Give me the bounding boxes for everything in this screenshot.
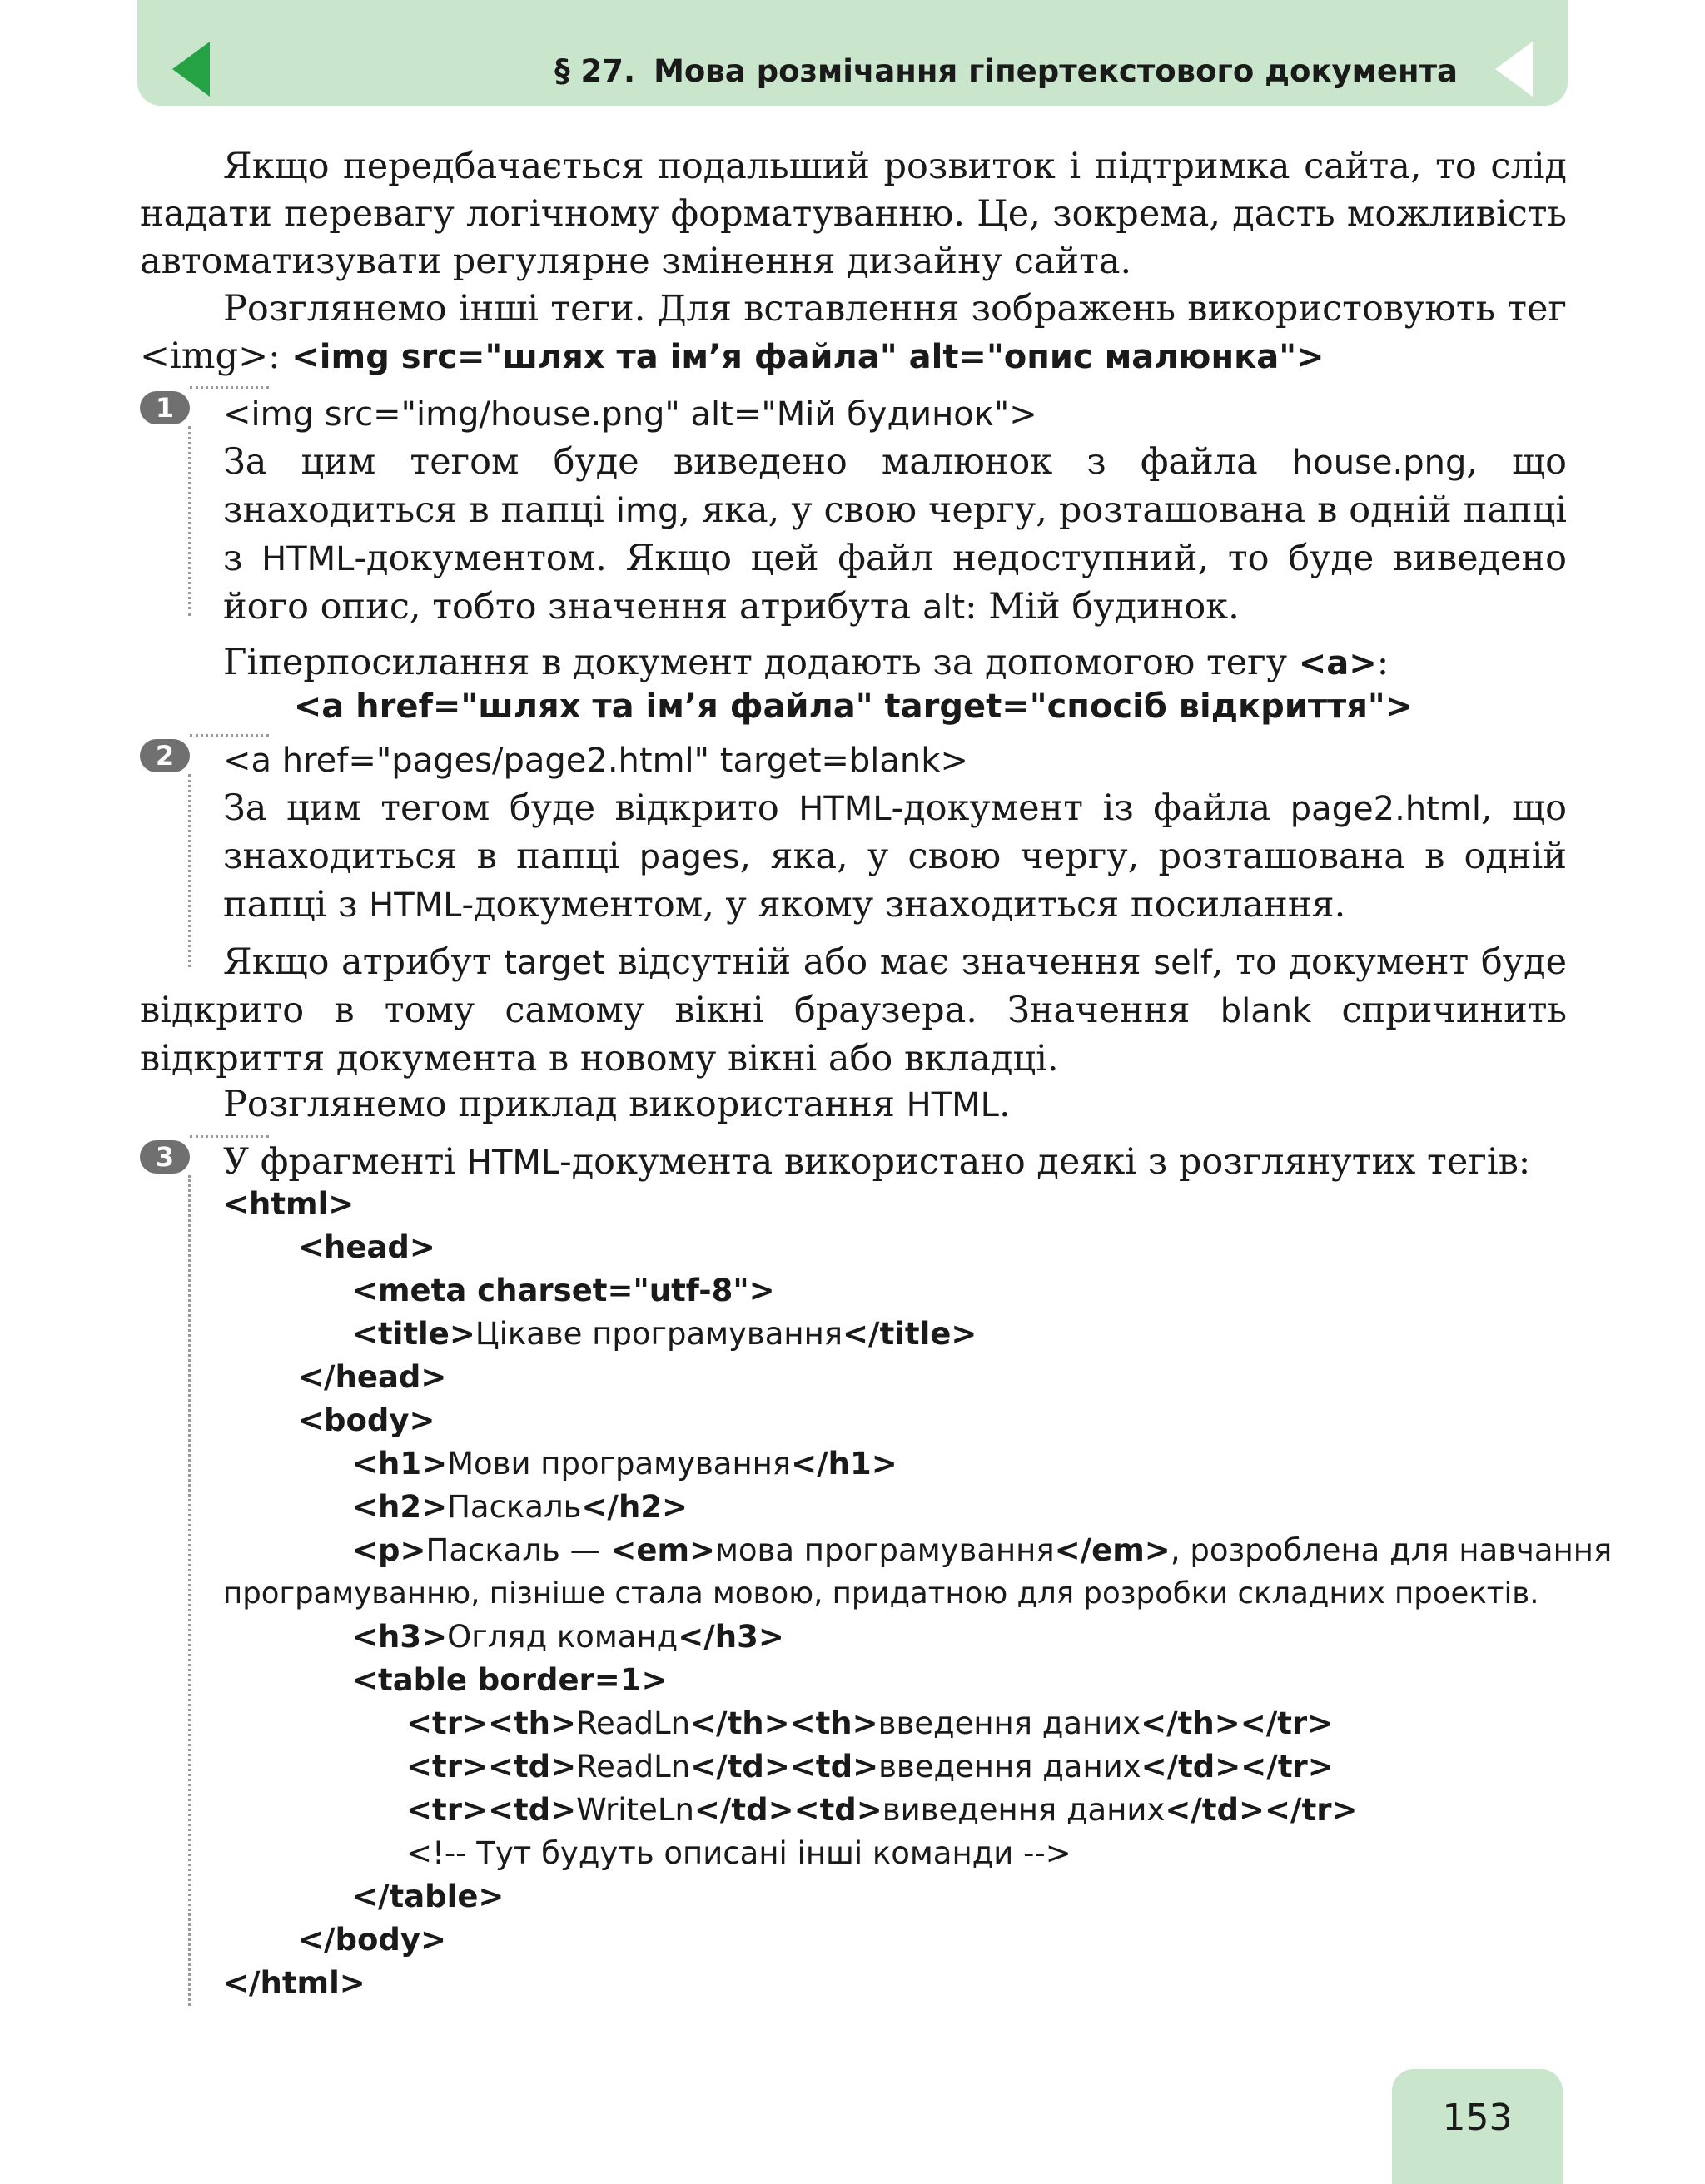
example-2-top-rule <box>190 734 269 737</box>
example-3-intro: У фрагменті HTML-документа використано деякі з розглянутих тегів: <box>223 1141 1531 1183</box>
example-2-explanation: За цим тегом буде відкрито HTML-документ із файла page2.html, що знаходиться в папці pages, яка, у свою чергу, розташована в одній папці з HTML-документом, у якому знаходиться посилання. <box>223 787 1568 926</box>
section-title: Мова розмічання гіпертекстового документа <box>654 53 1458 89</box>
example-3-top-rule <box>190 1135 269 1138</box>
html-code-listing: <html> <head> <meta charset="utf-8"> <title>Цікаве програмування</title> </head> <body> <h1>Мови програмування</h1> <h2>Паскаль</h2> <p>Паскаль — <em>мова програмування</em>, розроблена для навчання програмуванню, пізніше стала мовою, придатною для розробки складних проектів. <h3>Огляд команд</h3> <table border=1> <tr><th>ReadLn</th><th>введення даних</th></tr> <tr><td>ReadLn</td><td>введення даних</td></tr> <tr><td>WriteLn</td><td>виведення даних</td></tr> <!-- Тут будуть описані інші команди --> </table> </body> </html> <box>223 1186 1613 2001</box>
chapter-title <box>554 53 1458 89</box>
next-page-arrow-icon[interactable] <box>1495 42 1533 97</box>
a-tag-name: <a> <box>1298 644 1377 682</box>
example-2-block <box>223 737 1567 930</box>
a-tag-syntax: <a href="шлях та ім’я файла" target="спосіб відкриття"> <box>293 687 1414 726</box>
example-1-block <box>223 391 1567 632</box>
paragraph-logical-formatting: Якщо передбачається подальший розвиток і підтримка сайта, то слід надати перевагу логічному форматуванню. Це, зокрема, дасть можливість автоматизувати регулярне змінення дизайну сайта. <box>140 146 1567 282</box>
example-1-side-rule <box>188 426 191 616</box>
example-1-code: <img src="img/house.png" alt="Мій будинок"> <box>223 395 1037 434</box>
example-2-code: <a href="pages/page2.html" target=blank> <box>223 742 968 780</box>
example-3-side-rule <box>188 1175 191 2006</box>
paragraph-target-attribute: Якщо атрибут target відсутній або має значення self, то документ буде відкрито в тому самому вікні браузера. Значення blank спричинить відкриття документа в новому вікні або вкладці. <box>140 941 1568 1080</box>
chapter-header <box>137 0 1568 106</box>
img-tag-intro: Розглянемо інші теги. Для вставлення зображень використовують тег <img>: <box>140 288 1567 377</box>
paragraph-a-tag: Гіперпосилання в документ додають за допомогою тегу <a>: <box>223 642 1389 683</box>
paragraph-img-tag <box>140 285 1567 381</box>
example-1-top-rule <box>190 386 269 389</box>
section-number: § 27. <box>554 53 636 89</box>
page-number: 153 <box>1392 2069 1563 2184</box>
example-1-explanation: За цим тегом буде виведено малюнок з файла house.png, що знаходиться в папці img, яка, у свою чергу, розташована в одній папці з HTML-документом. Якщо цей файл недоступний, то буде виведено його опис, тобто значення атрибута alt: Мій будинок. <box>223 441 1568 628</box>
example-3-badge: 3 <box>140 1140 190 1174</box>
previous-page-arrow-icon[interactable] <box>172 42 210 97</box>
img-tag-syntax: <img src="шлях та ім’я файла" alt="опис малюнка"> <box>291 338 1325 376</box>
example-2-badge: 2 <box>140 739 190 772</box>
example-1-badge: 1 <box>140 391 190 424</box>
paragraph-html-example-intro: Розглянемо приклад використання HTML. <box>223 1084 1011 1125</box>
